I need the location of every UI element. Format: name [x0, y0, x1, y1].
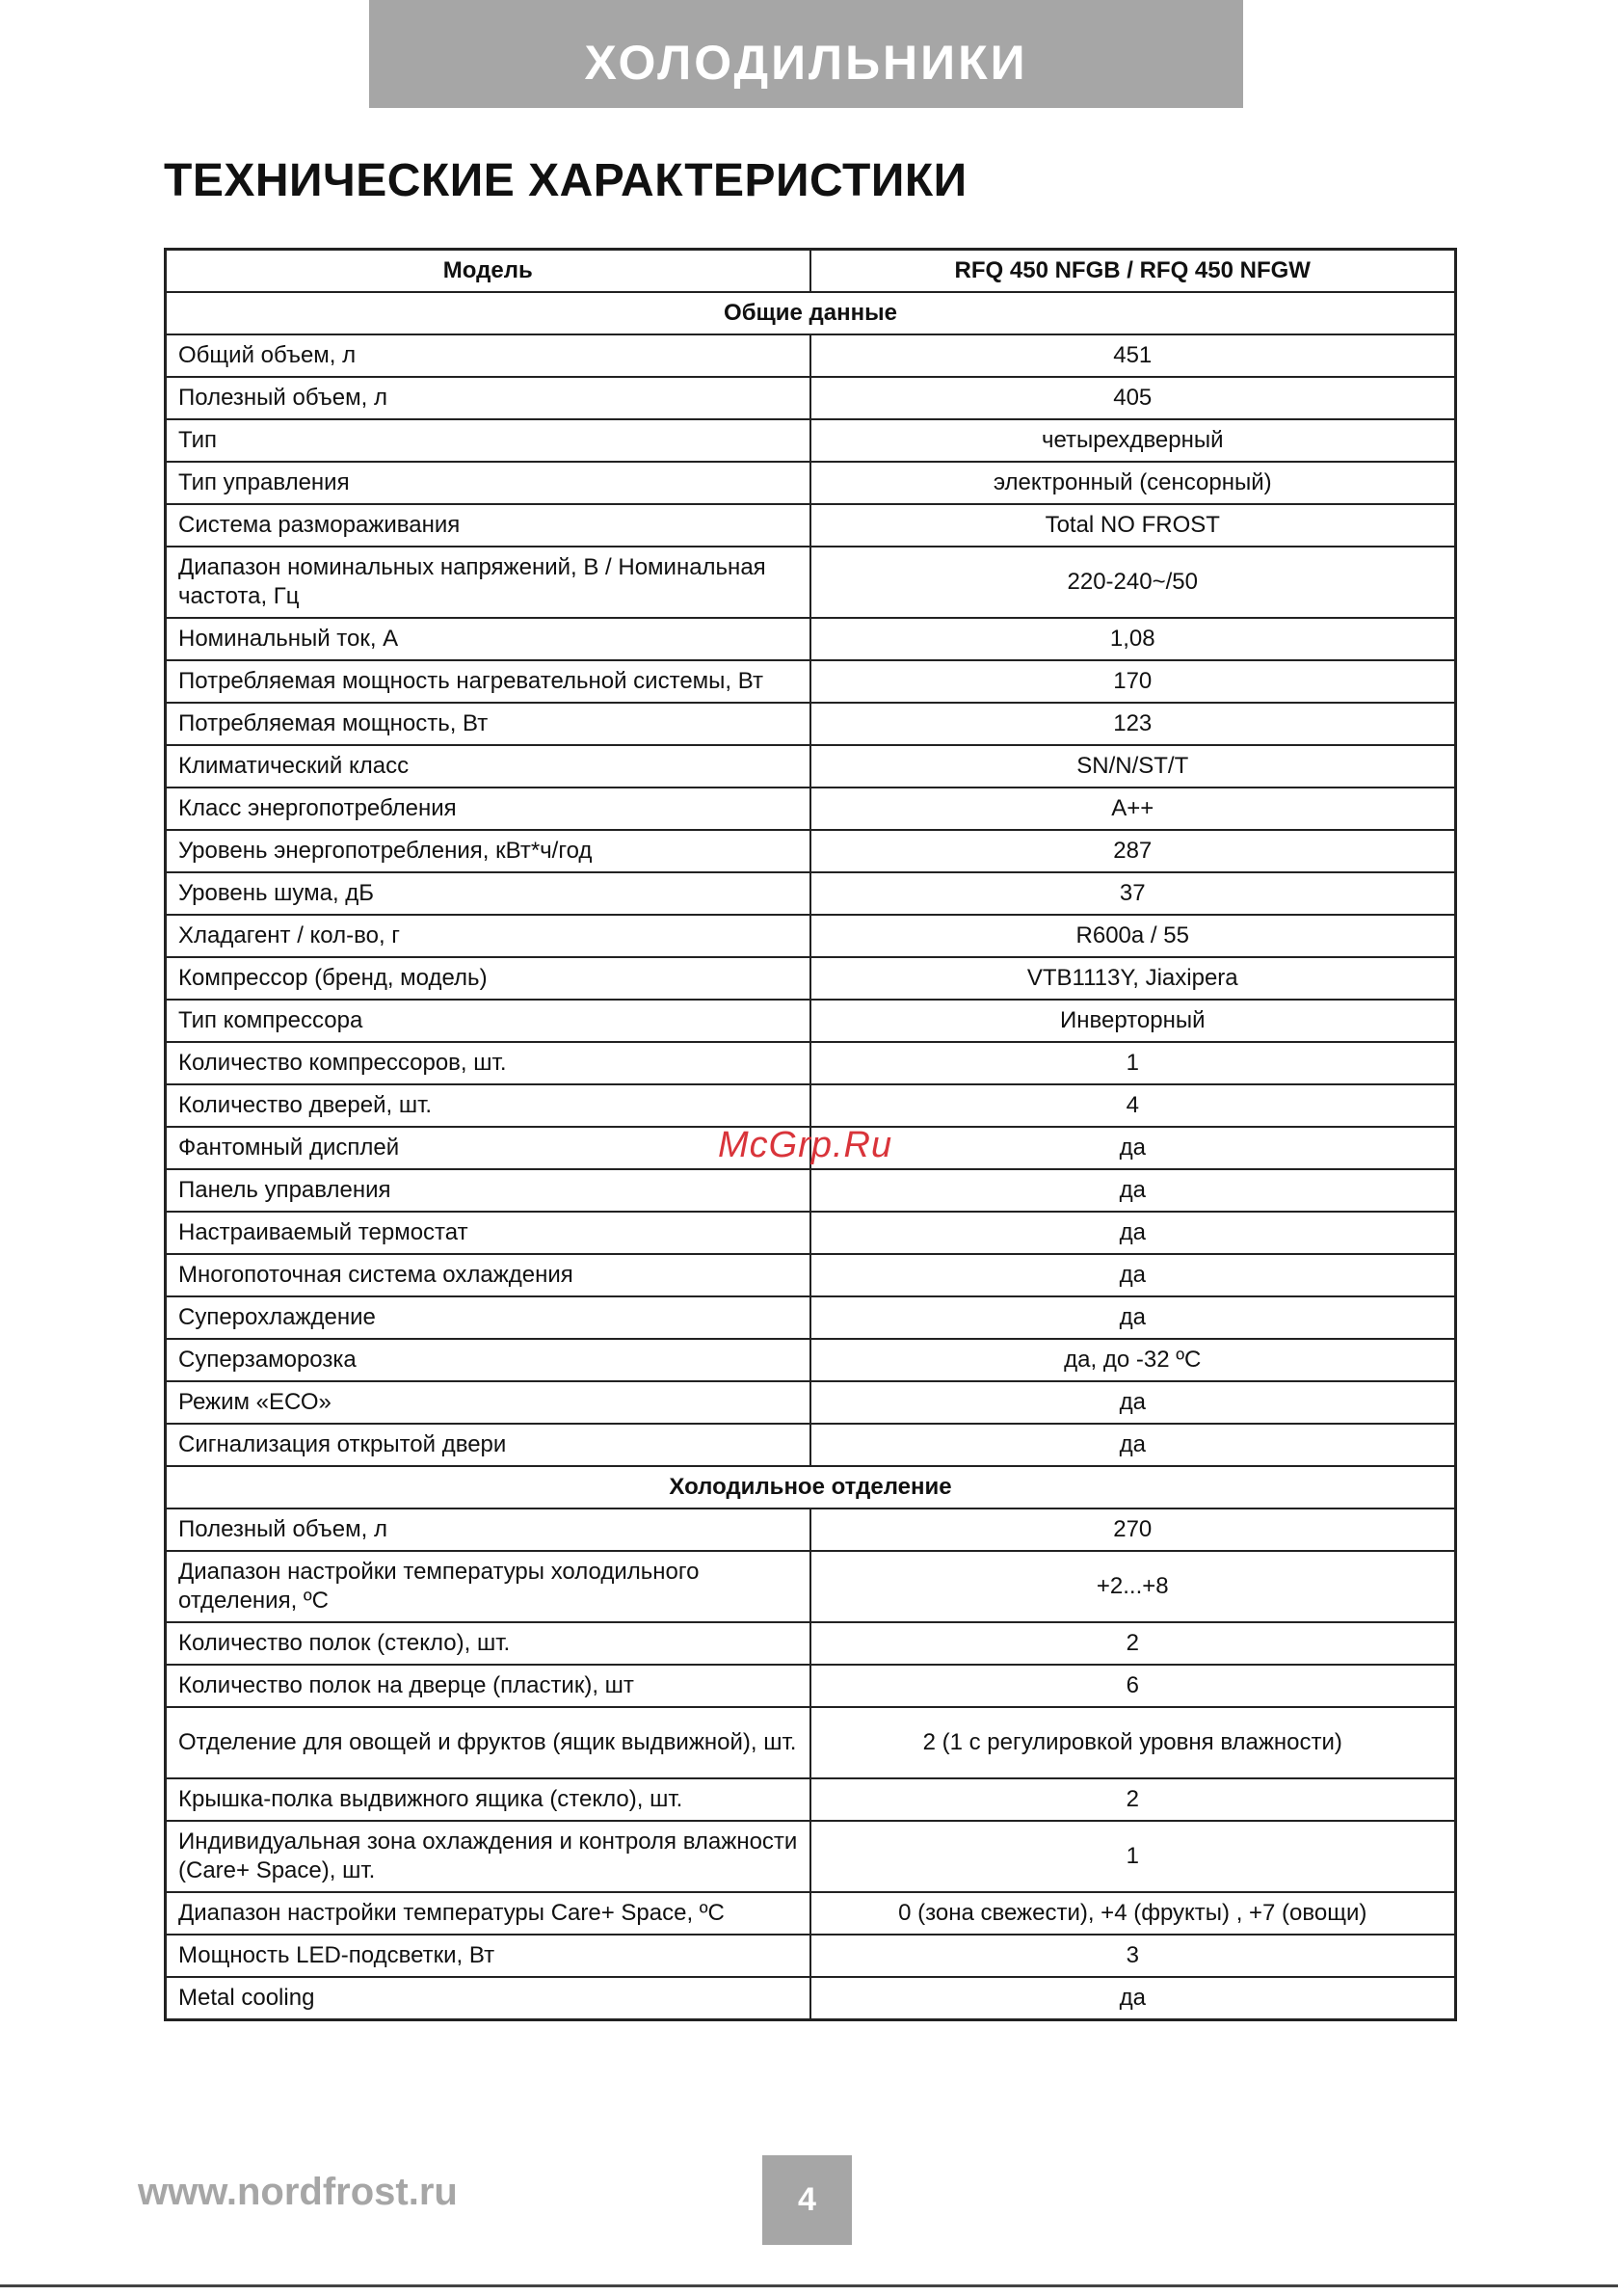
spec-label-cell: Полезный объем, л — [166, 1508, 810, 1551]
table-row — [166, 1665, 1456, 1707]
spec-label-cell: Metal cooling — [166, 1977, 810, 2020]
spec-label-cell: Компрессор (бренд, модель) — [166, 957, 810, 1000]
spec-value-cell: 170 — [810, 660, 1456, 703]
page-title: ТЕХНИЧЕСКИЕ ХАРАКТЕРИСТИКИ — [164, 155, 968, 206]
spec-value-cell: +2...+8 — [810, 1551, 1456, 1622]
spec-label-cell: Сигнализация открытой двери — [166, 1424, 810, 1466]
spec-value-cell: 1 — [810, 1042, 1456, 1084]
spec-value-cell: да — [810, 1127, 1456, 1169]
spec-value-cell: 123 — [810, 703, 1456, 745]
spec-value-cell: 1 — [810, 1821, 1456, 1892]
spec-value-cell: 270 — [810, 1508, 1456, 1551]
table-row — [166, 830, 1456, 872]
spec-value-cell: 3 — [810, 1935, 1456, 1977]
header-model-cell: RFQ 450 NFGB / RFQ 450 NFGW — [810, 250, 1456, 293]
table-row — [166, 1707, 1456, 1778]
spec-label-cell: Потребляемая мощность нагревательной системы, Вт — [166, 660, 810, 703]
spec-label-cell: Уровень шума, дБ — [166, 872, 810, 915]
table-row — [166, 1821, 1456, 1892]
spec-value-cell: 405 — [810, 377, 1456, 419]
spec-value-cell: 1,08 — [810, 618, 1456, 660]
spec-value-cell: да — [810, 1169, 1456, 1212]
bottom-divider — [0, 2284, 1618, 2287]
table-row — [166, 1892, 1456, 1935]
spec-value-cell: Инверторный — [810, 1000, 1456, 1042]
table-row — [166, 915, 1456, 957]
spec-label-cell: Фантомный дисплей — [166, 1127, 810, 1169]
spec-value-cell: электронный (сенсорный) — [810, 462, 1456, 504]
section-header-row — [166, 1466, 1456, 1508]
spec-label-cell: Тип управления — [166, 462, 810, 504]
spec-label-cell: Суперзаморозка — [166, 1339, 810, 1381]
page-number-box — [762, 2155, 852, 2245]
table-row — [166, 1339, 1456, 1381]
spec-value-cell: 451 — [810, 334, 1456, 377]
section-header-row — [166, 292, 1456, 334]
header-band — [369, 0, 1243, 108]
spec-label-cell: Мощность LED-подсветки, Вт — [166, 1935, 810, 1977]
table-row — [166, 334, 1456, 377]
spec-label-cell: Климатический класс — [166, 745, 810, 788]
table-row — [166, 703, 1456, 745]
spec-label-cell: Тип компрессора — [166, 1000, 810, 1042]
table-row — [166, 1977, 1456, 2020]
spec-label-cell: Уровень энергопотребления, кВт*ч/год — [166, 830, 810, 872]
table-row — [166, 1551, 1456, 1622]
spec-value-cell: 37 — [810, 872, 1456, 915]
spec-label-cell: Крышка-полка выдвижного ящика (стекло), шт. — [166, 1778, 810, 1821]
header-band-label: ХОЛОДИЛЬНИКИ — [584, 36, 1028, 90]
table-row — [166, 1000, 1456, 1042]
spec-label-cell: Хладагент / кол-во, г — [166, 915, 810, 957]
spec-label-cell: Настраиваемый термостат — [166, 1212, 810, 1254]
spec-label-cell: Тип — [166, 419, 810, 462]
spec-label-cell: Полезный объем, л — [166, 377, 810, 419]
spec-label-cell: Индивидуальная зона охлаждения и контроля влажности (Care+ Space), шт. — [166, 1821, 810, 1892]
table-row — [166, 1778, 1456, 1821]
table-row — [166, 377, 1456, 419]
table-header-row — [166, 250, 1456, 293]
spec-label-cell: Отделение для овощей и фруктов (ящик выдвижной), шт. — [166, 1707, 810, 1778]
spec-value-cell: да — [810, 1212, 1456, 1254]
table-row — [166, 1042, 1456, 1084]
spec-value-cell: 2 (1 с регулировкой уровня влажности) — [810, 1707, 1456, 1778]
spec-value-cell: 2 — [810, 1622, 1456, 1665]
spec-label-cell: Многопоточная система охлаждения — [166, 1254, 810, 1296]
spec-label-cell: Общий объем, л — [166, 334, 810, 377]
spec-value-cell: 287 — [810, 830, 1456, 872]
page-number: 4 — [798, 2181, 816, 2218]
spec-value-cell: Total NO FROST — [810, 504, 1456, 547]
spec-label-cell: Потребляемая мощность, Вт — [166, 703, 810, 745]
spec-label-cell: Диапазон настройки температуры Care+ Space, ºС — [166, 1892, 810, 1935]
table-row — [166, 419, 1456, 462]
spec-value-cell: да — [810, 1254, 1456, 1296]
table-row — [166, 872, 1456, 915]
table-row — [166, 1296, 1456, 1339]
spec-label-cell: Количество компрессоров, шт. — [166, 1042, 810, 1084]
table-row — [166, 745, 1456, 788]
table-row — [166, 957, 1456, 1000]
spec-value-cell: да — [810, 1424, 1456, 1466]
spec-label-cell: Номинальный ток, А — [166, 618, 810, 660]
section-title: Общие данные — [166, 292, 1456, 334]
spec-label-cell: Диапазон настройки температуры холодильного отделения, ºС — [166, 1551, 810, 1622]
spec-label-cell: Режим «ЕСО» — [166, 1381, 810, 1424]
table-row — [166, 547, 1456, 618]
table-row — [166, 1381, 1456, 1424]
spec-value-cell: да — [810, 1977, 1456, 2020]
section-title: Холодильное отделение — [166, 1466, 1456, 1508]
spec-value-cell: R600a / 55 — [810, 915, 1456, 957]
spec-value-cell: да — [810, 1296, 1456, 1339]
table-row — [166, 618, 1456, 660]
footer-url: www.nordfrost.ru — [138, 2171, 458, 2213]
table-row — [166, 1254, 1456, 1296]
spec-value-cell: A++ — [810, 788, 1456, 830]
table-row — [166, 788, 1456, 830]
table-row — [166, 1508, 1456, 1551]
table-row — [166, 1424, 1456, 1466]
spec-value-cell: SN/N/ST/T — [810, 745, 1456, 788]
table-row — [166, 1084, 1456, 1127]
spec-label-cell: Система размораживания — [166, 504, 810, 547]
spec-label-cell: Количество дверей, шт. — [166, 1084, 810, 1127]
table-row — [166, 1212, 1456, 1254]
spec-label-cell: Класс энергопотребления — [166, 788, 810, 830]
spec-label-cell: Диапазон номинальных напряжений, В / Номинальная частота, Гц — [166, 547, 810, 618]
spec-value-cell: 4 — [810, 1084, 1456, 1127]
spec-label-cell: Количество полок на дверце (пластик), шт — [166, 1665, 810, 1707]
spec-value-cell: 2 — [810, 1778, 1456, 1821]
table-row — [166, 1169, 1456, 1212]
table-row — [166, 504, 1456, 547]
table-row — [166, 1622, 1456, 1665]
spec-value-cell: 220-240~/50 — [810, 547, 1456, 618]
spec-label-cell: Суперохлаждение — [166, 1296, 810, 1339]
table-row — [166, 660, 1456, 703]
spec-label-cell: Панель управления — [166, 1169, 810, 1212]
spec-value-cell: да, до -32 ºС — [810, 1339, 1456, 1381]
watermark-text: McGrp.Ru — [718, 1125, 893, 1165]
spec-value-cell: 6 — [810, 1665, 1456, 1707]
spec-value-cell: 0 (зона свежести), +4 (фрукты) , +7 (овощи) — [810, 1892, 1456, 1935]
spec-value-cell: VTB1113Y, Jiaxipera — [810, 957, 1456, 1000]
spec-label-cell: Количество полок (стекло), шт. — [166, 1622, 810, 1665]
table-row — [166, 1935, 1456, 1977]
spec-value-cell: да — [810, 1381, 1456, 1424]
header-label-cell: Модель — [166, 250, 810, 293]
spec-value-cell: четырехдверный — [810, 419, 1456, 462]
table-row — [166, 462, 1456, 504]
